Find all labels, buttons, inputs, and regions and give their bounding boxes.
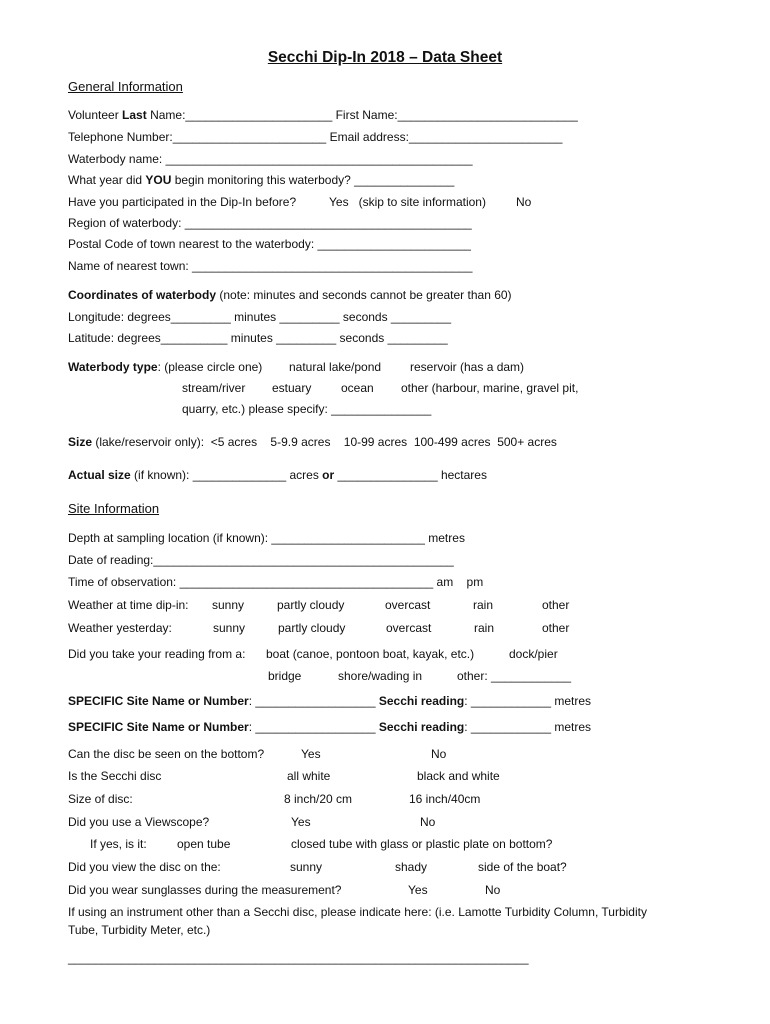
secchi-reading-field: : ____________ metres: [464, 694, 591, 708]
weather-yesterday-other: other: [542, 621, 570, 635]
actual-size-line: [68, 467, 487, 483]
viewscope-open-tube: open tube: [177, 837, 231, 851]
depth-line: Depth at sampling location (if known): _______________________ metres: [68, 531, 465, 545]
type-other-specify: quarry, etc.) please specify: _______________: [182, 402, 432, 416]
reading-option-boat: boat (canoe, pontoon boat, kayak, etc.): [266, 647, 475, 661]
date-line: Date of reading:_____________________________________________: [68, 553, 454, 567]
viewscope-closed-tube: closed tube with glass or plastic plate on bottom?: [291, 837, 553, 851]
view-side-boat: side of the boat?: [478, 860, 567, 874]
size-line: [68, 434, 557, 450]
name-fields: Name:______________________ First Name:___________________________: [146, 108, 578, 122]
weather-yesterday-sunny: sunny: [213, 621, 246, 635]
specific-site-field: : __________________: [248, 720, 379, 734]
dipin-no-option: No: [516, 195, 532, 209]
region-line: Region of waterbody: ___________________________________________: [68, 216, 472, 230]
reading-option-dock: dock/pier: [509, 647, 558, 661]
year-label: What year did: [68, 173, 146, 187]
type-option-other: other (harbour, marine, gravel pit,: [401, 381, 579, 395]
longitude-line: Longitude: degrees_________ minutes _________ seconds _________: [68, 310, 451, 324]
site-information-heading: Site Information: [68, 501, 160, 516]
secchi-reading-label: Secchi reading: [378, 694, 465, 708]
type-option-lake: natural lake/pond: [289, 360, 382, 374]
reading-option-bridge: bridge: [268, 669, 302, 683]
dipin-yes-option: Yes (skip to site information): [329, 195, 486, 209]
waterbody-name-line: Waterbody name: ______________________________________________: [68, 152, 473, 166]
secchi-reading-field: : ____________ metres: [464, 720, 591, 734]
weather-today-label: Weather at time dip-in:: [68, 598, 189, 612]
year-line: [68, 172, 454, 188]
acres-field: (if known): ______________ acres: [130, 468, 323, 482]
weather-today-sunny: sunny: [212, 598, 245, 612]
size-options: (lake/reservoir only): <5 acres 5-9.9 acres 10-99 acres 100-499 acres 500+ acres: [92, 435, 557, 449]
page-title: Secchi Dip-In 2018 – Data Sheet: [267, 49, 503, 66]
type-option-reservoir: reservoir (has a dam): [410, 360, 525, 374]
specific-site-field: : __________________: [248, 694, 379, 708]
time-line: Time of observation: ______________________________________ am pm: [68, 575, 484, 589]
instrument-answer-line: _____________________________________________________________________: [68, 951, 529, 965]
reading-option-other: other: ____________: [457, 669, 572, 683]
volunteer-name-line: [68, 107, 578, 123]
viewscope-type-question: If yes, is it:: [90, 837, 147, 851]
view-side-sunny: sunny: [290, 860, 323, 874]
disc-bottom-yes: Yes: [301, 747, 321, 761]
view-side-question: Did you view the disc on the:: [68, 860, 221, 874]
view-side-shady: shady: [395, 860, 428, 874]
weather-today-overcast: overcast: [385, 598, 431, 612]
specific-site-label: SPECIFIC Site Name or Number: [68, 720, 249, 734]
disc-type-black-white: black and white: [417, 769, 500, 783]
reading-from-question: Did you take your reading from a:: [68, 647, 246, 661]
coordinates-line: [68, 287, 512, 303]
last-label: Last: [122, 108, 147, 122]
instrument-instruction-2: Tube, Turbidity Meter, etc.): [68, 923, 211, 937]
disc-type-all-white: all white: [287, 769, 331, 783]
disc-size-question: Size of disc:: [68, 792, 133, 806]
dipin-question: Have you participated in the Dip-In before?: [68, 195, 297, 209]
postal-code-line: Postal Code of town nearest to the waterbody: _______________________: [68, 237, 471, 251]
viewscope-no: No: [420, 815, 436, 829]
type-option-stream: stream/river: [182, 381, 246, 395]
specific-site-line-2: [68, 719, 591, 735]
sunglasses-no: No: [485, 883, 501, 897]
type-instruction: : (please circle one): [157, 360, 263, 374]
viewscope-question: Did you use a Viewscope?: [68, 815, 210, 829]
general-information-heading: General Information: [68, 79, 183, 94]
specific-site-label: SPECIFIC Site Name or Number: [68, 694, 249, 708]
type-option-estuary: estuary: [272, 381, 312, 395]
sunglasses-question: Did you wear sunglasses during the measurement?: [68, 883, 342, 897]
coordinates-note: (note: minutes and seconds cannot be greater than 60): [216, 288, 512, 302]
year-field: begin monitoring this waterbody? _______________: [171, 173, 455, 187]
type-label: Waterbody type: [68, 360, 158, 374]
disc-bottom-no: No: [431, 747, 447, 761]
or-label: or: [322, 468, 335, 482]
reading-option-shore: shore/wading in: [338, 669, 423, 683]
weather-today-rain: rain: [473, 598, 494, 612]
instrument-instruction-1: If using an instrument other than a Secchi disc, please indicate here: (i.e. Lamotte Turbidity Column, Turbidity: [68, 905, 647, 919]
weather-yesterday-rain: rain: [474, 621, 495, 635]
disc-size-16-inch: 16 inch/40cm: [409, 792, 481, 806]
nearest-town-line: Name of nearest town: __________________________________________: [68, 259, 473, 273]
coordinates-label: Coordinates of waterbody: [68, 288, 217, 302]
disc-type-question: Is the Secchi disc: [68, 769, 162, 783]
volunteer-label: Volunteer: [68, 108, 123, 122]
you-label: YOU: [145, 173, 172, 187]
viewscope-yes: Yes: [291, 815, 311, 829]
weather-today-partly-cloudy: partly cloudy: [277, 598, 345, 612]
weather-yesterday-overcast: overcast: [386, 621, 432, 635]
size-label: Size: [68, 435, 93, 449]
weather-yesterday-partly-cloudy: partly cloudy: [278, 621, 346, 635]
actual-size-label: Actual size: [68, 468, 131, 482]
hectares-field: _______________ hectares: [334, 468, 487, 482]
weather-today-other: other: [542, 598, 570, 612]
specific-site-line-1: [68, 693, 591, 709]
sunglasses-yes: Yes: [408, 883, 428, 897]
weather-yesterday-label: Weather yesterday:: [68, 621, 172, 635]
secchi-reading-label: Secchi reading: [378, 720, 465, 734]
type-option-ocean: ocean: [341, 381, 374, 395]
latitude-line: Latitude: degrees__________ minutes _________ seconds _________: [68, 331, 448, 345]
phone-email-line: Telephone Number:_______________________ Email address:_______________________: [68, 130, 563, 144]
disc-bottom-question: Can the disc be seen on the bottom?: [68, 747, 265, 761]
waterbody-type-label: [68, 359, 262, 375]
disc-size-8-inch: 8 inch/20 cm: [284, 792, 353, 806]
